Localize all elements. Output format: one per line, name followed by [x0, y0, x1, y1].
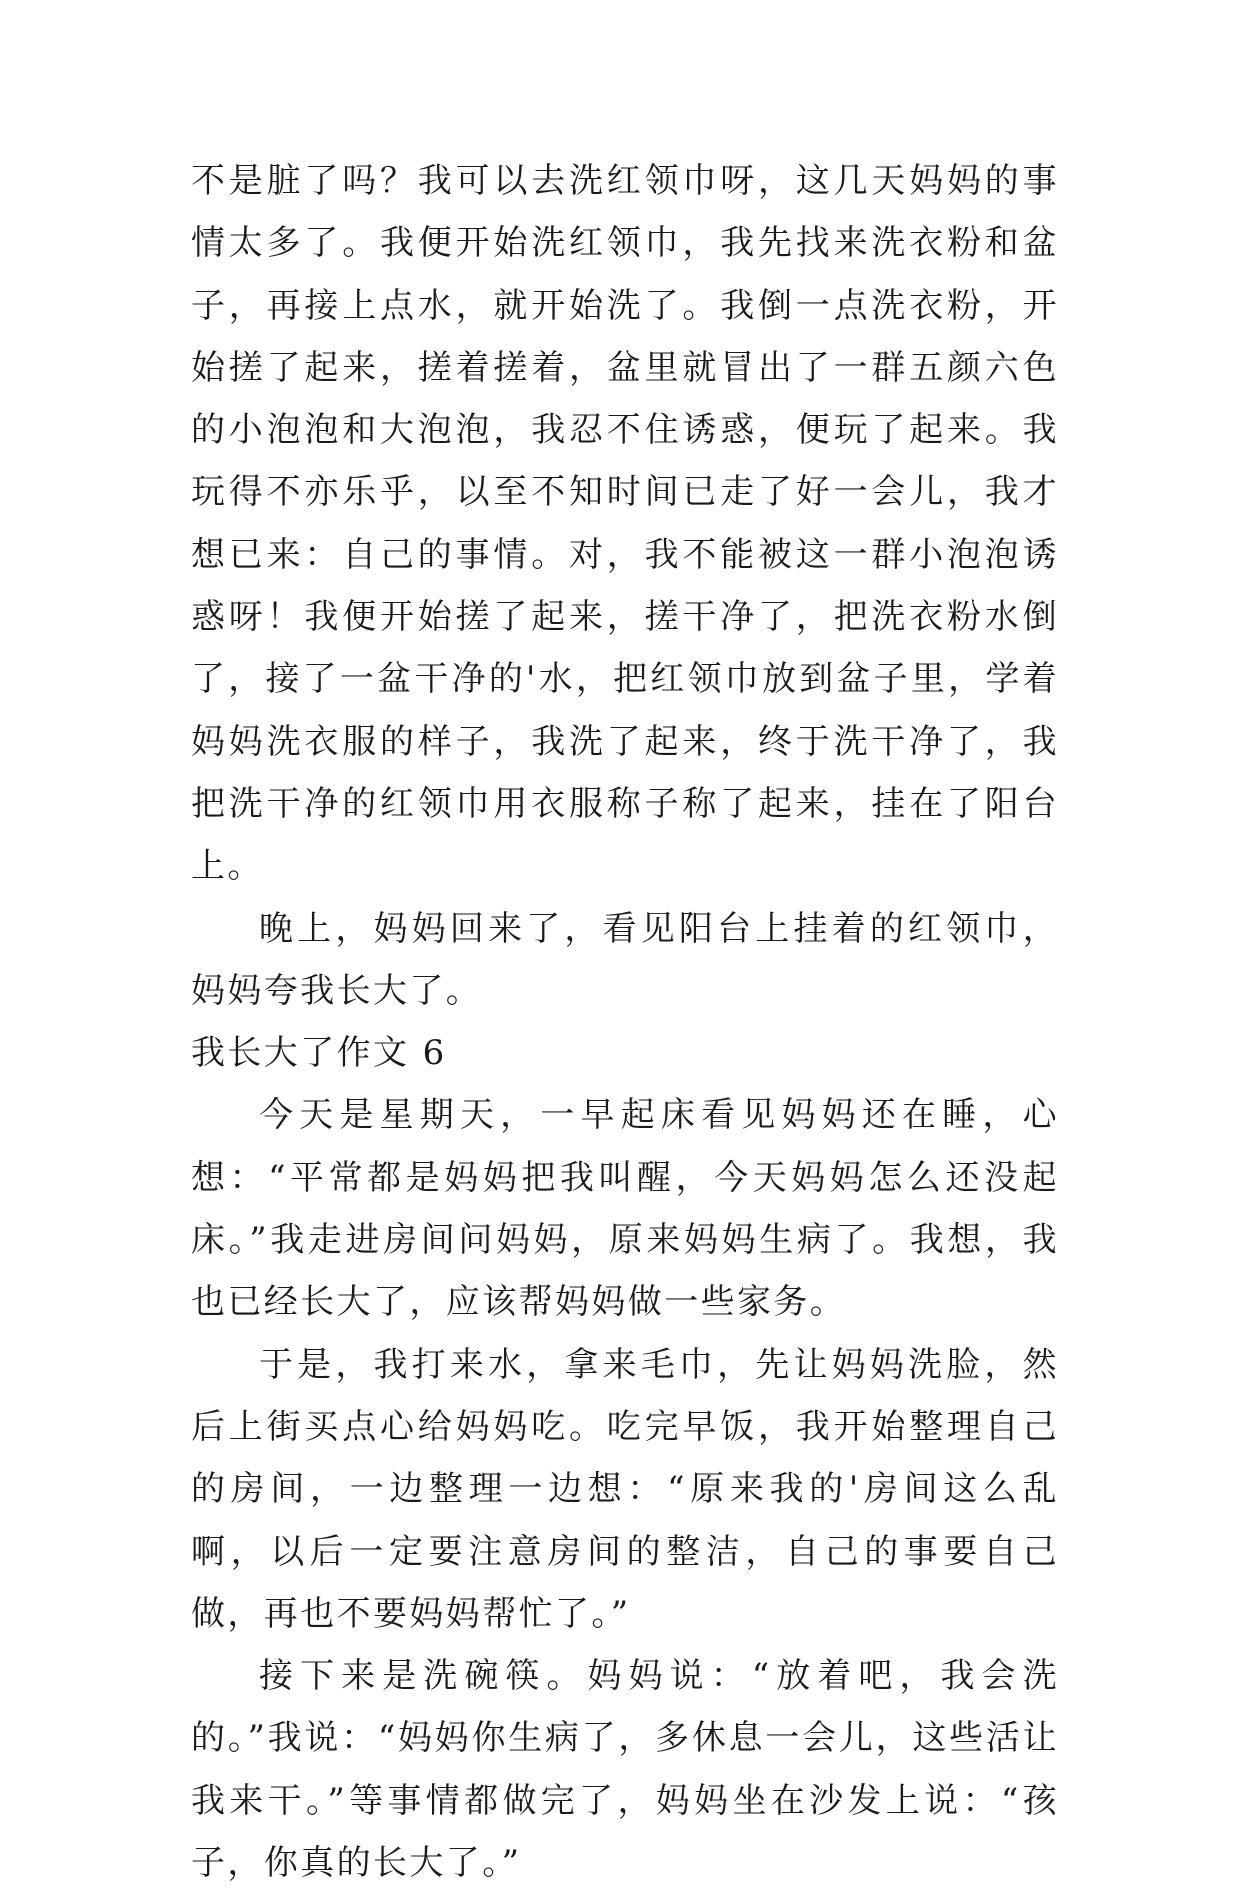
section-title: 我长大了作文 6: [191, 1033, 447, 1074]
paragraph-continued: 不是脏了吗？我可以去洗红领巾呀，这几天妈妈的事情太多了。我便开始洗红领巾，我先找来洗衣粉和盆子，再接上点水，就开始洗了。我倒一点洗衣粉，开始搓了起来，搓着搓着，盆里就冒出了一群五颜六色的小泡泡和大泡泡，我忍不住诱惑，便玩了起来。我玩得不亦乐乎，以至不知时间已走了好一会儿，我才想已来：自己的事情。对，我不能被这一群小泡泡诱惑呀！我便开始搓了起来，搓干净了，把洗衣粉水倒了，接了一盆干净的'水，把红领巾放到盆子里，学着妈妈洗衣服的样子，我洗了起来，终于洗干净了，我把洗干净的红领巾用衣服称子称了起来，挂在了阳台上。: [191, 161, 1059, 887]
paragraph: 接下来是洗碗筷。妈妈说：“放着吧，我会洗的。”我说：“妈妈你生病了，多休息一会儿，这些活让我来干。”等事情都做完了，妈妈坐在沙发上说：“孩子，你真的长大了。”: [191, 1656, 1059, 1884]
paragraph: 于是，我打来水，拿来毛巾，先让妈妈洗脸，然后上街买点心给妈妈吃。吃完早饭，我开始整理自己的房间，一边整理一边想：“原来我的'房间这么乱啊，以后一定要注意房间的整洁，自己的事要自己做，再也不要妈妈帮忙了。”: [191, 1344, 1059, 1634]
paragraph: 今天是星期天，一早起床看见妈妈还在睡，心想：“平常都是妈妈把我叫醒，今天妈妈怎么还没起床。”我走进房间问妈妈，原来妈妈生病了。我想，我也已经长大了，应该帮妈妈做一些家务。: [191, 1095, 1059, 1323]
document-body: [191, 150, 1059, 1894]
paragraph: 晚上，妈妈回来了，看见阳台上挂着的红领巾，妈妈夸我长大了。: [191, 908, 1059, 1011]
